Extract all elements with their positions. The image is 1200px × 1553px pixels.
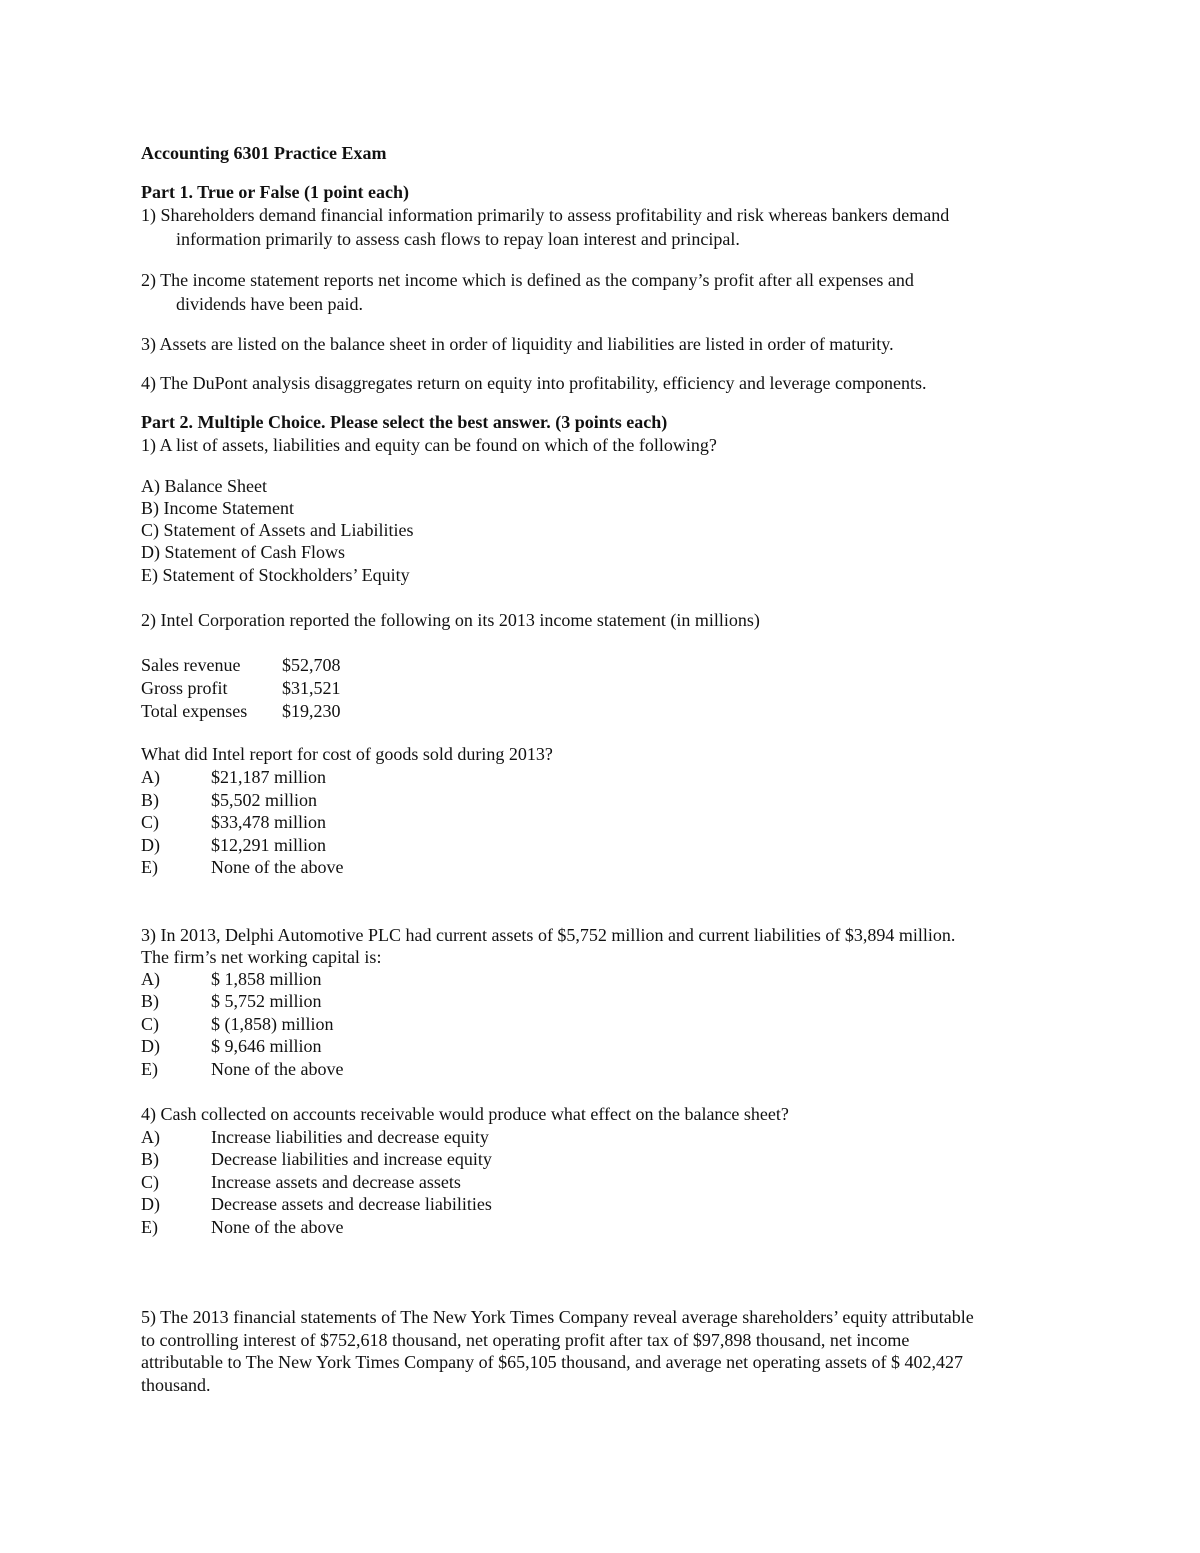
option-text: Increase liabilities and decrease equity (211, 1127, 489, 1147)
part1-q2-line2: dividends have been paid. (176, 294, 363, 314)
option-text: None of the above (211, 1217, 344, 1237)
q1-option: A) Balance Sheet (141, 476, 267, 496)
option-letter: B) (141, 790, 159, 810)
table-row-value: $31,521 (282, 678, 341, 698)
part1-q2-line1: 2) The income statement reports net income which is defined as the company’s profit after all expenses and (141, 270, 914, 290)
option-letter: E) (141, 1217, 158, 1237)
option-text: $ 1,858 million (211, 969, 322, 989)
option-text: $21,187 million (211, 767, 327, 787)
option-text: $12,291 million (211, 835, 327, 855)
part2-q3-line2: The firm’s net working capital is: (141, 947, 382, 967)
option-letter: B) (141, 991, 159, 1011)
option-text: $ 5,752 million (211, 991, 322, 1011)
option-letter: C) (141, 812, 159, 832)
option-letter: D) (141, 835, 160, 855)
part1-q4: 4) The DuPont analysis disaggregates return on equity into profitability, efficiency and leverage components. (141, 373, 927, 393)
q1-option: E) Statement of Stockholders’ Equity (141, 565, 410, 585)
table-row-label: Total expenses (141, 701, 248, 721)
option-letter: A) (141, 969, 160, 989)
option-letter: C) (141, 1172, 159, 1192)
part2-q5-line1: 5) The 2013 financial statements of The New York Times Company reveal average shareholders’ equity attributable (141, 1307, 974, 1327)
part1-heading: Part 1. True or False (1 point each) (141, 182, 409, 202)
option-text: $ (1,858) million (211, 1014, 334, 1034)
option-letter: E) (141, 1059, 158, 1079)
option-text: Increase assets and decrease assets (211, 1172, 461, 1192)
part1-q1-line2: information primarily to assess cash flows to repay loan interest and principal. (176, 229, 740, 249)
part2-q3-line1: 3) In 2013, Delphi Automotive PLC had current assets of $5,752 million and current liabilities of $3,894 million. (141, 925, 956, 945)
part2-q4-text: 4) Cash collected on accounts receivable would produce what effect on the balance sheet? (141, 1104, 789, 1124)
option-letter: D) (141, 1194, 160, 1214)
table-row-value: $52,708 (282, 655, 341, 675)
option-letter: A) (141, 767, 160, 787)
table-row-label: Gross profit (141, 678, 228, 698)
option-text: Decrease assets and decrease liabilities (211, 1194, 492, 1214)
option-text: Decrease liabilities and increase equity (211, 1149, 492, 1169)
option-text: $5,502 million (211, 790, 318, 810)
part1-q1-line1: 1) Shareholders demand financial information primarily to assess profitability and risk whereas bankers demand (141, 205, 950, 225)
option-letter: B) (141, 1149, 159, 1169)
part1-q3: 3) Assets are listed on the balance sheet in order of liquidity and liabilities are listed in order of maturity. (141, 334, 894, 354)
q1-option: C) Statement of Assets and Liabilities (141, 520, 414, 540)
option-text: $ 9,646 million (211, 1036, 322, 1056)
option-letter: C) (141, 1014, 159, 1034)
page-title: Accounting 6301 Practice Exam (141, 143, 387, 163)
q1-option: B) Income Statement (141, 498, 294, 518)
q1-option: D) Statement of Cash Flows (141, 542, 345, 562)
part2-q1-text: 1) A list of assets, liabilities and equity can be found on which of the following? (141, 435, 717, 455)
part2-q5-line2: to controlling interest of $752,618 thousand, net operating profit after tax of $97,898 thousand, net income (141, 1330, 910, 1350)
option-text: $33,478 million (211, 812, 327, 832)
option-text: None of the above (211, 1059, 344, 1079)
part2-heading: Part 2. Multiple Choice. Please select the best answer. (3 points each) (141, 412, 668, 432)
table-row-value: $19,230 (282, 701, 341, 721)
part2-q5-line4: thousand. (141, 1375, 211, 1395)
option-letter: D) (141, 1036, 160, 1056)
part2-q5-line3: attributable to The New York Times Company of $65,105 thousand, and average net operating assets of $ 402,427 (141, 1352, 964, 1372)
option-letter: A) (141, 1127, 160, 1147)
part2-q2-question: What did Intel report for cost of goods sold during 2013? (141, 744, 553, 764)
option-letter: E) (141, 857, 158, 877)
part2-q2-text: 2) Intel Corporation reported the following on its 2013 income statement (in millions) (141, 610, 760, 630)
option-text: None of the above (211, 857, 344, 877)
table-row-label: Sales revenue (141, 655, 241, 675)
